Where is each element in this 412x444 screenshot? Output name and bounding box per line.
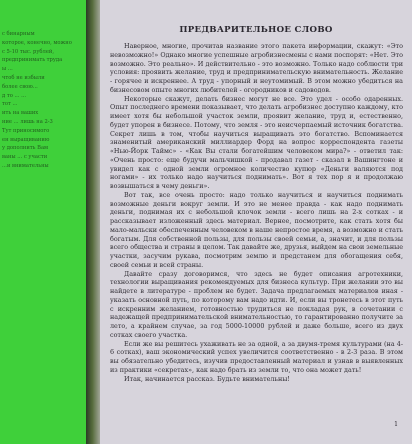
right-page bbox=[100, 0, 412, 444]
left-page-line: у дополнить Вам bbox=[2, 145, 49, 152]
paragraph: Давайте сразу договоримся, что здесь не будет описания агротехники, технологии выращивания рекомендуемых для бизнеса культур. При желании это вы найдете в литературе - проблем не будет. Задача предлагаемых материалов иная - указать основной путь, по которому вам надо идти. И, если вы тронетесь в этот путь с искренним желанием, готовностью трудиться не покладая рук, в сочетании с надежащей предпринимательской внимательностью, то гарантированно получите за лето, а крайнем случае, за год 5000-10000 рублей и даже больше, всего из двух сотках своего участка. bbox=[110, 269, 403, 339]
paragraph: Некоторые скажут, делать бизнес могут не все. Это удел - особо одаренных. Опыт последнего времени показывает, что делать агробизнес доступно каждому, кто имеет хотя бы небольшой участок земли, проявит желание, труд и, естественно, будет упорен в бизнесе. Потому, что земля - это неисчерпаемый источник богатства. Секрет лишь в том, чтобы научиться выращивать это богатство. Вспоминается знаменитый американский миллиардер Форд на вопрос корреспондента газеты «Нью-Йорк Таймс» - «Как Вы стали богатейшим человеком мира?» - ответил так: «Очень просто: еще будучи мальчишкой - продавал газет - сказал в Вашингтоне и увидел как с одной земли огромное количество купюр «Деньги валяются под ногами» - их только надо научиться поднимать». Вот я тех пор я и продолжаю возвышаться в чему деньги». bbox=[110, 94, 403, 190]
left-page-line: д то ... ... bbox=[2, 92, 27, 99]
left-page-line: более свою... bbox=[2, 83, 38, 90]
left-page-line: чтоб не избыли bbox=[2, 74, 45, 81]
left-page-line: тот ... bbox=[2, 101, 18, 108]
left-page-text bbox=[0, 30, 86, 171]
left-page-line: предпринимать труда bbox=[2, 57, 63, 64]
left-page-line: которое, конечно, можно bbox=[2, 39, 72, 46]
left-page-line: ваны ... с участи bbox=[2, 154, 48, 161]
paragraph: Если же вы решитесь ухаживать не за одной, а за двумя-тремя культурами (на 4-6 сотках), ваш экономический успех увеличится соответственно - в 2-3 раза. В этом вы обязательно убедитесь, изучив предоставленный материал и узнав в выявленных из практики «секретах», как надо брать из земли то, что она может дать! bbox=[110, 339, 403, 374]
paragraph: Вот так, все очень просто: надо только научиться и научиться поднимать возможные деньги вокруг земли. И это не менее правда - как надо поднимать деньги, поднимая их с небольшой клочок земли - всего лишь на 2-х сотках - и рассказывает изложенный здесь материал. Вернее, посмотрите, как стать хотя бы мало-мальски обеспеченным человеком в наше непростое время, а возможно и стать богатым. Для собственной пользы, для пользы своей семьи, а, значит, и для пользы всего общества и страны в целом. Так давайте же, друзья, выйдем на свои земельные участки, засучим рукава, посмотрим землю и предстанем для обогащения себя, своей семьи и всей страны. bbox=[110, 190, 403, 269]
paragraph: Итак, начинается рассказ. Будьте внимательны! bbox=[124, 374, 290, 383]
left-page-line: ен выращиванию bbox=[2, 136, 50, 143]
paragraph: Наверное, многие, прочитав название этого пакета информации, скажут: «Это невозможно!» Однако многие успешные агробизнесмены с нами поспорят: «Нет. Это возможно. Это реально». И действительно - это возможно. Только надо соблюсти три условия: проявить желание, труд и предпринимательскую внимательность. Желание - горячее и искреннее. А труд - упорный и неутомимый. В этом можно убедиться на бизнесовом опыте многих любителей - огородников и садоводов. bbox=[110, 42, 403, 94]
page-title: ПРЕДВАРИТЕЛЬНОЕ СЛОВО bbox=[179, 25, 333, 35]
page-number: 1 bbox=[394, 421, 398, 428]
left-page-line: Тут приносимого bbox=[2, 127, 50, 134]
left-page-line: ние ... лишь на 2-3 bbox=[2, 118, 53, 125]
left-page-line: ить на ваших bbox=[2, 110, 39, 117]
left-page-line: с бинарным bbox=[2, 31, 35, 37]
left-page bbox=[0, 0, 92, 444]
body-text bbox=[110, 42, 403, 383]
left-page-line: с 5-10 тыс. рублей, bbox=[2, 48, 55, 55]
left-page-line: ...и внимательны bbox=[2, 162, 49, 169]
left-page-line: ы ... bbox=[2, 66, 13, 73]
